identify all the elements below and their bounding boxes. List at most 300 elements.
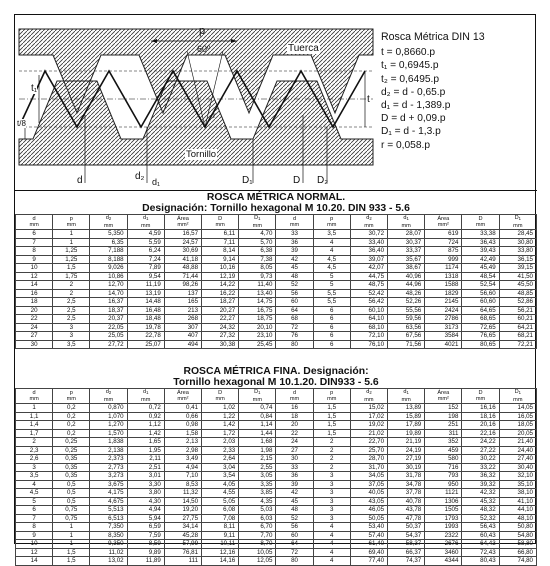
table-cell: 1,42 <box>202 421 239 430</box>
table-cell: 63,56 <box>388 323 425 332</box>
table-cell: 1 <box>16 404 53 413</box>
table-cell: 6,70 <box>239 523 276 532</box>
formula-line: t₂ = 0,6495.p <box>381 73 440 85</box>
table-cell: 6 <box>16 506 53 515</box>
table-cell: 17,02 <box>350 412 387 421</box>
table-cell: 14 <box>16 557 53 566</box>
table-cell: 66,37 <box>388 548 425 557</box>
table-cell: 80 <box>276 340 313 349</box>
table-cell: 198 <box>425 412 462 421</box>
table-cell: 2 <box>313 446 350 455</box>
table-row <box>16 315 537 324</box>
table-row <box>16 238 537 247</box>
table-row <box>16 421 537 430</box>
table-cell: 213 <box>164 306 201 315</box>
table-cell: 1 <box>53 523 90 532</box>
table-cell: 311 <box>425 429 462 438</box>
table-cell: 1,98 <box>239 446 276 455</box>
table-cell: 9,350 <box>90 540 127 549</box>
table-cell: 619 <box>425 230 462 239</box>
table-cell: 16,16 <box>462 404 499 413</box>
table-cell: 18,27 <box>202 298 239 307</box>
table-cell: 5,5 <box>313 298 350 307</box>
table-cell: 48 <box>276 506 313 515</box>
column-header: $D_1$ mm <box>499 389 536 404</box>
table-cell: 24,22 <box>462 438 499 447</box>
table-row <box>16 272 537 281</box>
table-cell: 716 <box>425 463 462 472</box>
t8-label: t/8 <box>17 119 26 128</box>
table-cell: 56,21 <box>499 306 536 315</box>
table-cell: 3,5 <box>16 472 53 481</box>
table-cell: 60,10 <box>350 306 387 315</box>
table-cell: 27,22 <box>462 446 499 455</box>
table-cell: 14 <box>16 281 53 290</box>
column-header: $d_2$ mm <box>90 389 127 404</box>
table-cell: 24,19 <box>388 446 425 455</box>
table-cell: 2,6 <box>16 455 53 464</box>
table-cell: 8,59 <box>127 540 164 549</box>
table-cell: 25,05 <box>90 332 127 341</box>
table-cell: 12,19 <box>202 272 239 281</box>
table-cell: 0,35 <box>53 463 90 472</box>
table-cell: 2,11 <box>127 455 164 464</box>
table-cell: 1318 <box>425 272 462 281</box>
table-cell: 3 <box>53 332 90 341</box>
table-cell: 0,5 <box>53 497 90 506</box>
table-cell: 5,59 <box>127 238 164 247</box>
table-cell: 74,37 <box>388 557 425 566</box>
table-cell: 24 <box>16 323 53 332</box>
table-cell: 999 <box>425 255 462 264</box>
table-cell: 10 <box>16 540 53 549</box>
table-cell: 48 <box>276 272 313 281</box>
table-cell: 98,26 <box>164 281 201 290</box>
D1-label: D₁ <box>242 175 253 186</box>
table-cell: 0,98 <box>164 421 201 430</box>
table-cell: 9 <box>16 255 53 264</box>
table-cell: 41,10 <box>499 497 536 506</box>
column-header: $D_1$ mm <box>499 215 536 230</box>
table-cell: 59,56 <box>388 315 425 324</box>
table-cell: 7 <box>16 238 53 247</box>
table-cell: 45 <box>276 264 313 273</box>
table-row <box>16 429 537 438</box>
table-cell: 9,14 <box>202 255 239 264</box>
table-cell: 34,78 <box>388 480 425 489</box>
table-cell: 72,21 <box>499 340 536 349</box>
table-cell: 16,48 <box>127 306 164 315</box>
table-cell: 1,65 <box>127 438 164 447</box>
formula-title: Rosca Métrica DIN 13 <box>381 31 485 43</box>
table-cell: 3,5 <box>313 230 350 239</box>
table-cell: 1121 <box>425 489 462 498</box>
table-cell: 36,40 <box>350 247 387 256</box>
table-cell: 0,2 <box>53 429 90 438</box>
table-row <box>16 531 537 540</box>
table-cell: 8,70 <box>239 540 276 549</box>
column-header: p mm <box>53 389 90 404</box>
table-cell: 18,37 <box>90 306 127 315</box>
table-cell: 11,40 <box>239 281 276 290</box>
table-cell: 2145 <box>425 298 462 307</box>
table-cell: 30,19 <box>388 463 425 472</box>
table-cell: 12 <box>16 272 53 281</box>
table-cell: 13,19 <box>127 289 164 298</box>
table-cell: 0,72 <box>127 404 164 413</box>
table-cell: 1,5 <box>53 557 90 566</box>
table-cell: 45,50 <box>499 281 536 290</box>
table-cell: 4021 <box>425 340 462 349</box>
table-cell: 31,78 <box>388 472 425 481</box>
table-cell: 8 <box>16 523 53 532</box>
table-cell: 58,37 <box>388 540 425 549</box>
table-cell: 2 <box>53 281 90 290</box>
table-cell: 38,67 <box>388 264 425 273</box>
table-cell: 1,02 <box>202 404 239 413</box>
table-cell: 1,14 <box>239 421 276 430</box>
table-cell: 43,78 <box>388 506 425 515</box>
table-cell: 152 <box>425 404 462 413</box>
table-cell: 76 <box>276 332 313 341</box>
table-cell: 27,72 <box>90 340 127 349</box>
table-cell: 7,188 <box>90 247 127 256</box>
table-cell: 60,21 <box>499 315 536 324</box>
table-cell: 3,5 <box>53 340 90 349</box>
table-cell: 71,44 <box>164 272 201 281</box>
table-cell: 68,65 <box>462 315 499 324</box>
table-cell: 352 <box>425 438 462 447</box>
column-header: $d_2$ mm <box>90 215 127 230</box>
normal-thread-table <box>15 214 537 349</box>
table-cell: 25,45 <box>239 340 276 349</box>
table-cell: 42,49 <box>462 255 499 264</box>
table-row <box>16 489 537 498</box>
d-label: d <box>77 175 83 186</box>
table-cell: 16,37 <box>90 298 127 307</box>
table-cell: 72 <box>276 323 313 332</box>
table-cell: 41,50 <box>499 272 536 281</box>
table-cell: 7,24 <box>127 255 164 264</box>
table-cell: 30 <box>16 340 53 349</box>
table-cell: 724 <box>425 238 462 247</box>
table-cell: 36,43 <box>462 238 499 247</box>
table-cell: 42 <box>276 489 313 498</box>
table-cell: 0,2 <box>53 404 90 413</box>
table-cell: 5,70 <box>239 238 276 247</box>
column-header: d mm <box>16 389 53 404</box>
pitch-label: p <box>199 25 206 37</box>
table-cell: 12 <box>16 548 53 557</box>
table-cell: 4,35 <box>239 497 276 506</box>
table-cell: 18,16 <box>462 412 499 421</box>
table-cell: 35,67 <box>388 255 425 264</box>
table-cell: 64,43 <box>462 540 499 549</box>
table-cell: 20,37 <box>90 315 127 324</box>
table-cell: 28,70 <box>350 455 387 464</box>
table-cell: 1,42 <box>127 429 164 438</box>
table-cell: 56,60 <box>462 289 499 298</box>
table-cell: 33,40 <box>350 238 387 247</box>
table-cell: 0,25 <box>53 446 90 455</box>
table-cell: 10 <box>16 264 53 273</box>
table-cell: 33 <box>276 463 313 472</box>
table-cell: 1,570 <box>90 429 127 438</box>
table-cell: 66,80 <box>499 548 536 557</box>
table-cell: 30,22 <box>462 455 499 464</box>
table-cell: 2 <box>16 438 53 447</box>
table-cell: 22,27 <box>202 315 239 324</box>
table-cell: 72 <box>276 548 313 557</box>
table-cell: 45 <box>276 497 313 506</box>
table-cell: 46,05 <box>350 506 387 515</box>
table-cell: 3584 <box>425 332 462 341</box>
table-cell: 16,75 <box>239 306 276 315</box>
table-cell: 22 <box>16 315 53 324</box>
table-cell: 1,5 <box>313 429 350 438</box>
table-cell: 2,373 <box>90 455 127 464</box>
table-cell: 2322 <box>425 531 462 540</box>
table-cell: 68 <box>276 315 313 324</box>
table-cell: 1505 <box>425 506 462 515</box>
table-cell: 5,350 <box>90 230 127 239</box>
fine-thread-table <box>15 388 537 566</box>
table-cell: 2676 <box>425 540 462 549</box>
table-row <box>16 230 537 239</box>
thread-profile-drawing <box>15 15 377 191</box>
table-cell: 1,22 <box>202 412 239 421</box>
table-cell: 56,43 <box>462 523 499 532</box>
table-cell: 0,74 <box>239 404 276 413</box>
table-cell: 3,85 <box>239 489 276 498</box>
table-cell: 2424 <box>425 306 462 315</box>
table-cell: 20,27 <box>202 306 239 315</box>
table-cell: 48,75 <box>350 281 387 290</box>
fine-thread-section <box>15 366 537 566</box>
table-cell: 48,88 <box>164 264 201 273</box>
table-cell: 0,92 <box>127 412 164 421</box>
table-cell: 1,12 <box>127 421 164 430</box>
table-cell: 0,25 <box>53 438 90 447</box>
table-cell: 3,05 <box>239 472 276 481</box>
table-cell: 4,175 <box>90 489 127 498</box>
table-cell: 6 <box>16 230 53 239</box>
D-label: D <box>293 175 301 186</box>
table-cell: 14,75 <box>239 298 276 307</box>
table-cell: 39 <box>276 247 313 256</box>
table-cell: 18 <box>276 412 313 421</box>
table-cell: 5,5 <box>313 289 350 298</box>
table-cell: 60,43 <box>462 531 499 540</box>
table-cell: 1 <box>53 540 90 549</box>
table-cell: 18 <box>16 298 53 307</box>
table-cell: 67,56 <box>388 332 425 341</box>
table-row <box>16 472 537 481</box>
table-cell: 2 <box>313 455 350 464</box>
table-cell: 2,03 <box>202 438 239 447</box>
table-cell: 1993 <box>425 523 462 532</box>
column-header: Área mm² <box>425 215 462 230</box>
table-cell: 16 <box>276 404 313 413</box>
table-cell: 3,54 <box>202 472 239 481</box>
table-cell: 30,72 <box>350 230 387 239</box>
table-cell: 14,70 <box>90 289 127 298</box>
table-cell: 3 <box>313 506 350 515</box>
table-cell: 33,38 <box>462 230 499 239</box>
table-cell: 19,89 <box>388 429 425 438</box>
table-cell: 1,68 <box>239 438 276 447</box>
table-cell: 7,89 <box>127 264 164 273</box>
table-cell: 54,37 <box>388 531 425 540</box>
table-cell: 3,49 <box>164 455 201 464</box>
table-cell: 64,21 <box>499 323 536 332</box>
fine-title: ROSCA MÉTRICA FINA. Designación: <box>183 366 369 377</box>
table-cell: 3173 <box>425 323 462 332</box>
column-header: D mm <box>202 389 239 404</box>
table-cell: 16,22 <box>202 289 239 298</box>
table-cell: 60 <box>276 531 313 540</box>
table-cell: 22,70 <box>350 438 387 447</box>
table-cell: 53,40 <box>350 523 387 532</box>
table-cell: 2,5 <box>53 298 90 307</box>
table-cell: 0,66 <box>164 412 201 421</box>
table-cell: 27,32 <box>202 332 239 341</box>
table-cell: 21,19 <box>388 438 425 447</box>
table-cell: 27 <box>16 332 53 341</box>
t-label: t <box>367 94 370 105</box>
table-cell: 6 <box>313 332 350 341</box>
table-cell: 3 <box>313 489 350 498</box>
table-cell: 20 <box>276 421 313 430</box>
table-cell: 23,10 <box>239 332 276 341</box>
table-cell: 1,270 <box>90 421 127 430</box>
table-cell: 27,40 <box>499 455 536 464</box>
table-cell: 48,32 <box>462 506 499 515</box>
table-cell: 2 <box>313 438 350 447</box>
table-row <box>16 480 537 489</box>
table-cell: 18,75 <box>239 315 276 324</box>
table-cell: 4 <box>16 480 53 489</box>
table-cell: 28,45 <box>499 230 536 239</box>
table-cell: 0,2 <box>53 412 90 421</box>
table-cell: 30,40 <box>499 463 536 472</box>
table-cell: 10,86 <box>90 272 127 281</box>
formula-line: t₁ = 0,6945.p <box>381 60 439 72</box>
table-cell: 17,89 <box>388 421 425 430</box>
table-cell: 76,81 <box>164 548 201 557</box>
table-row <box>16 404 537 413</box>
column-header: d mm <box>16 215 53 230</box>
table-cell: 33,37 <box>388 247 425 256</box>
table-cell: 22 <box>276 429 313 438</box>
d1-label: d₁ <box>152 177 161 187</box>
table-cell: 2,3 <box>16 446 53 455</box>
table-cell: 30,80 <box>499 238 536 247</box>
table-cell: 11,19 <box>127 281 164 290</box>
table-cell: 14,05 <box>499 404 536 413</box>
table-cell: 14,22 <box>202 281 239 290</box>
table-cell: 52,26 <box>388 298 425 307</box>
table-cell: 39,43 <box>462 247 499 256</box>
table-row <box>16 446 537 455</box>
table-cell: 27 <box>276 446 313 455</box>
table-cell: 33,80 <box>499 247 536 256</box>
table-row <box>16 255 537 264</box>
table-cell: 251 <box>425 421 462 430</box>
table-cell: 13,02 <box>90 557 127 566</box>
table-cell: 1,5 <box>53 548 90 557</box>
table-cell: 3,04 <box>202 463 239 472</box>
table-cell: 42 <box>276 255 313 264</box>
t1-label: t₁ <box>31 83 38 94</box>
table-cell: 37,05 <box>350 480 387 489</box>
formula-box <box>381 31 531 152</box>
table-cell: 1 <box>53 238 90 247</box>
table-cell: 3 <box>313 514 350 523</box>
table-cell: 2,773 <box>90 463 127 472</box>
table-cell: 6,24 <box>127 247 164 256</box>
table-row <box>16 506 537 515</box>
table-cell: 2,55 <box>239 463 276 472</box>
column-header: D mm <box>202 215 239 230</box>
table-cell: 268 <box>164 315 201 324</box>
table-cell: 7,08 <box>202 514 239 523</box>
table-row <box>16 247 537 256</box>
table-cell: 1,72 <box>202 429 239 438</box>
table-cell: 2,138 <box>90 446 127 455</box>
normal-designation: Designación: Tornillo hexagonal M 10.20. DIN 933 - 5.6 <box>142 203 410 214</box>
table-cell: 38,10 <box>499 489 536 498</box>
table-cell: 0,5 <box>53 489 90 498</box>
table-row <box>16 523 537 532</box>
table-cell: 1,1 <box>16 412 53 421</box>
table-row <box>16 557 537 566</box>
table-cell: 52,54 <box>462 281 499 290</box>
table-cell: 307 <box>164 323 201 332</box>
column-header: $D_1$ mm <box>239 389 276 404</box>
table-cell: 74,80 <box>499 557 536 566</box>
table-cell: 6,38 <box>239 247 276 256</box>
column-header: d mm <box>276 215 313 230</box>
table-cell: 4,70 <box>239 230 276 239</box>
table-cell: 15,02 <box>350 404 387 413</box>
table-cell: 36 <box>276 238 313 247</box>
normal-title: ROSCA MÉTRICA NORMAL. <box>206 192 346 203</box>
table-cell: 45,28 <box>164 531 201 540</box>
table-row <box>16 340 537 349</box>
table-cell: 9,11 <box>202 531 239 540</box>
table-cell: 19,02 <box>350 421 387 430</box>
table-cell: 36,32 <box>462 472 499 481</box>
d2-label: d₂ <box>135 171 145 182</box>
thread-diagram <box>15 15 537 191</box>
table-cell: 5 <box>313 281 350 290</box>
table-cell: 6,59 <box>127 523 164 532</box>
table-cell: 4 <box>313 531 350 540</box>
table-cell: 56 <box>276 289 313 298</box>
table-cell: 22,78 <box>127 332 164 341</box>
table-row <box>16 332 537 341</box>
nut-label: Tuerca <box>288 43 319 54</box>
table-cell: 11,89 <box>127 557 164 566</box>
table-cell: 8,05 <box>239 264 276 273</box>
table-cell: 3,675 <box>90 480 127 489</box>
column-header: $d_1$ mm <box>388 389 425 404</box>
formula-line: D₁ = d - 1,3.p <box>381 126 441 138</box>
table-cell: 14,50 <box>164 497 201 506</box>
table-cell: 1,95 <box>127 446 164 455</box>
table-cell: 14,48 <box>127 298 164 307</box>
